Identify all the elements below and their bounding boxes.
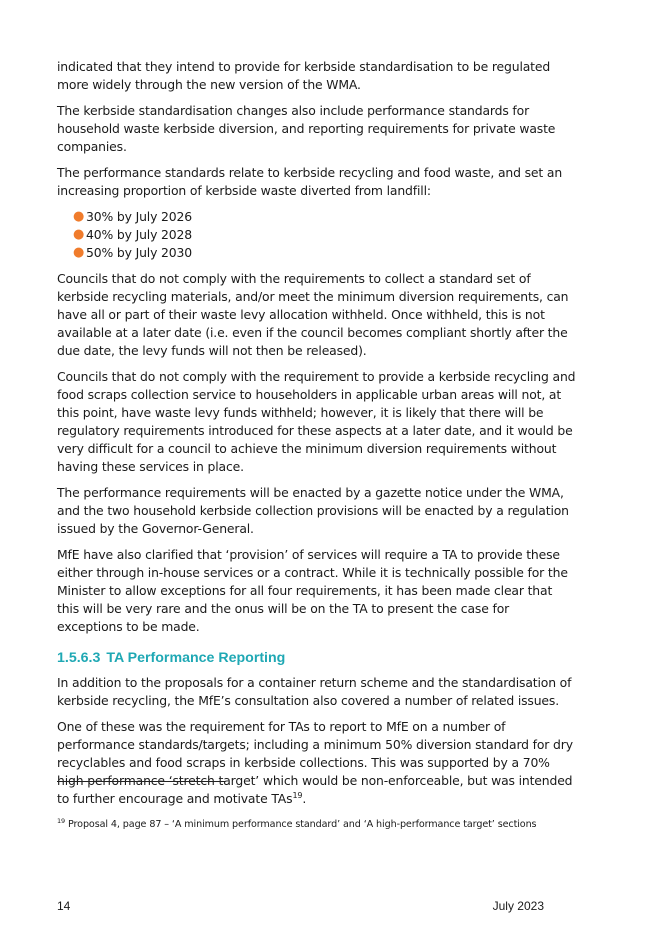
- footer-date: July 2023: [492, 899, 544, 913]
- list-item: [73, 208, 577, 226]
- bullet-icon: ●: [73, 227, 85, 242]
- list-item-text: 30% by July 2026: [86, 209, 192, 224]
- footnote-separator: [57, 781, 225, 782]
- paragraph-text: One of these was the requirement for TAs to report to MfE on a number of performance standards/targets; including a minimum 50% diversion standard for dry recyclables and food scraps in kerbside collections. This was supported by a 70% high performance ‘stretch target’ which would be non-enforceable, but was intended to further encourage and motivate TAs: [57, 719, 573, 806]
- paragraph: Councils that do not comply with the requirements to collect a standard set of kerbside recycling materials, and/or meet the minimum diversion requirements, can have all or part of their waste levy allocation withheld. Once withheld, this is not available at a later date (i.e. even if the council becomes compliant shortly after the due date, the levy funds will not then be released).: [57, 271, 569, 358]
- paragraph: In addition to the proposals for a container return scheme and the standardisation of kerbside recycling, the MfE’s consultation also covered a number of related issues.: [57, 675, 572, 708]
- diversion-target-list: [57, 208, 577, 262]
- paragraph-end: .: [302, 791, 307, 806]
- section-number: 1.5.6.3: [57, 650, 101, 666]
- list-item-text: 50% by July 2030: [86, 245, 192, 260]
- paragraph: [57, 718, 577, 808]
- footnote-reference[interactable]: 19: [292, 790, 303, 800]
- paragraph: Councils that do not comply with the requirement to provide a kerbside recycling and food scraps collection service to householders in applicable urban areas will not, at this point, have waste levy funds withheld; however, it is likely that there will be regulatory requirements introduced for these aspects at a later date, and it would be very difficult for a council to achieve the minimum diversion requirements without having these services in place.: [57, 369, 576, 474]
- page-body: [57, 58, 577, 816]
- bullet-icon: ●: [73, 209, 85, 224]
- footnote-text: Proposal 4, page 87 – ‘A minimum performance standard’ and ‘A high-performance target’ sections: [65, 819, 537, 830]
- page-number: 14: [57, 899, 71, 913]
- list-item: [73, 226, 577, 244]
- footnote: [57, 818, 597, 831]
- paragraph: MfE have also clarified that ‘provision’ of services will require a TA to provide these either through in-house services or a contract. While it is technically possible for the Minister to allow exceptions for all four requirements, it has been made clear that this will be very rare and the onus will be on the TA to present the case for exceptions to be made.: [57, 547, 568, 634]
- list-item: [73, 244, 577, 262]
- list-item-text: 40% by July 2028: [86, 227, 192, 242]
- paragraph: indicated that they intend to provide for kerbside standardisation to be regulated more widely through the new version of the WMA.: [57, 59, 551, 92]
- bullet-icon: ●: [73, 245, 85, 260]
- footnote-number: 19: [57, 816, 66, 825]
- section-title: TA Performance Reporting: [106, 650, 286, 666]
- paragraph: The performance requirements will be enacted by a gazette notice under the WMA, and the two household kerbside collection provisions will be enacted by a regulation issued by the Governor-General.: [57, 485, 569, 536]
- paragraph: The kerbside standardisation changes also include performance standards for household waste kerbside diversion, and reporting requirements for private waste companies.: [57, 103, 556, 154]
- section-heading: [57, 648, 577, 668]
- paragraph: The performance standards relate to kerbside recycling and food waste, and set an increasing proportion of kerbside waste diverted from landfill:: [57, 165, 563, 198]
